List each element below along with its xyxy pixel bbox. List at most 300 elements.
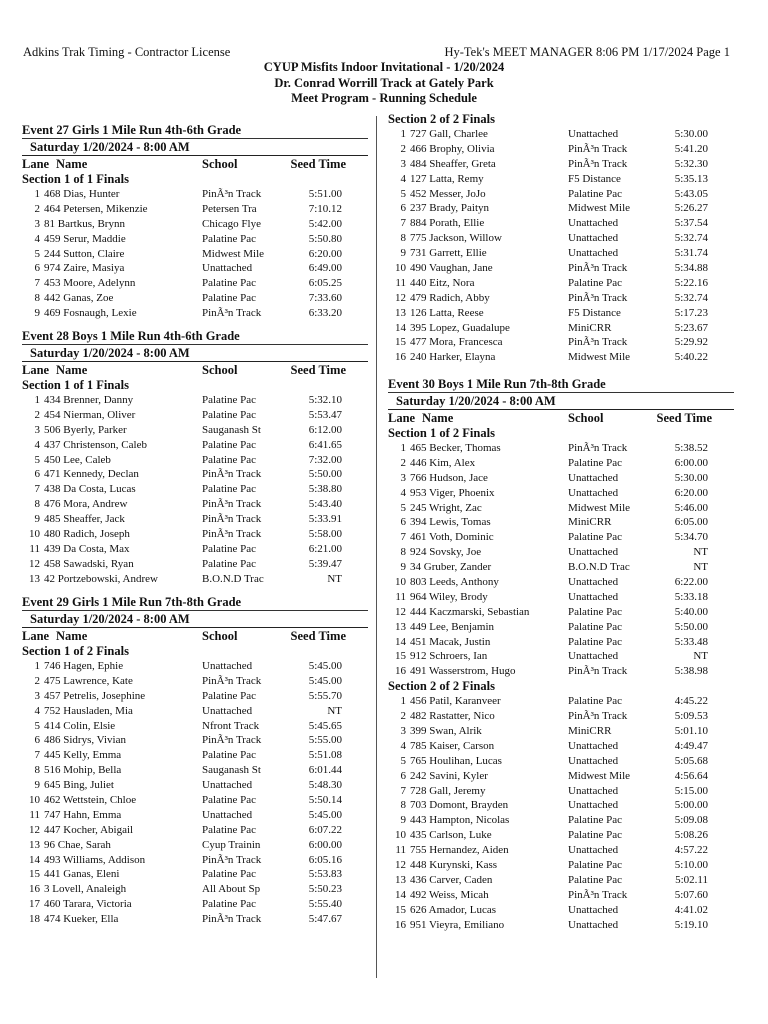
school-name: Palatine Pac: [202, 277, 257, 290]
section-heading: Section 1 of 1 Finals: [22, 378, 129, 392]
lane-number: 5: [400, 754, 406, 767]
seed-time: 5:43.40: [308, 498, 342, 511]
name-header: Name: [56, 157, 88, 171]
school-name: PinÃ³n Track: [202, 853, 262, 866]
seed-time: 5:50.80: [308, 232, 342, 245]
seed-time: 5:05.68: [674, 754, 708, 767]
school-name: Palatine Pac: [202, 232, 257, 245]
lane-number: 8: [400, 799, 406, 812]
entry-row: [22, 217, 368, 232]
school-name: Palatine Pac: [568, 605, 623, 618]
seed-time: 5:38.98: [674, 665, 708, 678]
athlete-name: 240 Harker, Elayna: [410, 351, 496, 364]
entry-row: [22, 912, 368, 927]
seed-time: 5:15.00: [674, 784, 708, 797]
lane-number: 18: [29, 913, 40, 926]
entry-row: [388, 888, 734, 903]
lane-number: 6: [34, 734, 40, 747]
entry-row: [388, 813, 734, 828]
lane-number: 13: [395, 306, 406, 319]
school-name: Nfront Track: [202, 719, 260, 732]
school-header: School: [202, 629, 238, 643]
school-name: PinÃ³n Track: [202, 498, 262, 511]
school-name: MiniCRR: [568, 725, 612, 738]
athlete-name: 475 Lawrence, Kate: [44, 674, 133, 687]
school-name: Palatine Pac: [568, 531, 623, 544]
athlete-name: 474 Kueker, Ella: [44, 913, 119, 926]
seed-time: 5:41.20: [674, 142, 708, 155]
athlete-name: 442 Ganas, Zoe: [44, 292, 114, 305]
seed-time-header: Seed Time: [290, 157, 346, 171]
entry-row: [388, 127, 734, 142]
athlete-name: 953 Viger, Phoenix: [410, 486, 495, 499]
school-name: Palatine Pac: [568, 859, 623, 872]
athlete-name: 462 Wettstein, Chloe: [44, 794, 137, 807]
lane-number: 10: [29, 794, 40, 807]
seed-time: 5:19.10: [674, 918, 708, 931]
entry-row: [388, 530, 734, 545]
athlete-name: 482 Rastatter, Nico: [410, 710, 495, 723]
entry-row: [388, 605, 734, 620]
school-name: PinÃ³n Track: [202, 913, 262, 926]
athlete-name: 460 Tarara, Victoria: [44, 898, 132, 911]
athlete-name: 440 Eitz, Nora: [410, 276, 475, 289]
athlete-name: 785 Kaiser, Carson: [410, 739, 495, 752]
school-name: Palatine Pac: [568, 829, 623, 842]
entry-row: [388, 306, 734, 321]
lane-number: 7: [400, 217, 406, 230]
lane-number: 11: [395, 844, 406, 857]
athlete-name: 477 Mora, Francesca: [410, 336, 503, 349]
school-name: PinÃ³n Track: [568, 157, 628, 170]
athlete-name: 436 Carver, Caden: [410, 873, 493, 886]
seed-time: 5:53.83: [308, 868, 342, 881]
lane-number: 3: [34, 217, 40, 230]
seed-time: 5:34.88: [674, 262, 708, 275]
entry-row: [22, 438, 368, 453]
entry-row: [388, 172, 734, 187]
seed-time: 4:57.22: [674, 844, 708, 857]
entry-row: [388, 471, 734, 486]
school-name: PinÃ³n Track: [202, 734, 262, 747]
athlete-name: 924 Sovsky, Joe: [410, 546, 482, 559]
lane-number: 16: [395, 665, 406, 678]
name-header: Name: [56, 629, 88, 643]
school-name: Palatine Pac: [202, 868, 257, 881]
entry-row: [388, 828, 734, 843]
school-name: Unattached: [568, 128, 619, 140]
school-header: School: [568, 411, 604, 425]
athlete-name: 42 Portzebowski, Andrew: [44, 572, 158, 585]
entry-row: [388, 649, 734, 664]
header-right: Hy-Tek's MEET MANAGER 8:06 PM 1/17/2024 Page 1: [444, 45, 730, 59]
school-name: Unattached: [568, 590, 619, 603]
entry-row: [388, 246, 734, 261]
school-name: PinÃ³n Track: [568, 665, 628, 678]
entry-row: [22, 512, 368, 527]
header-left: Adkins Trak Timing - Contractor License: [23, 45, 231, 59]
seed-time: 6:20.00: [674, 486, 708, 499]
seed-time: 4:45.22: [674, 695, 708, 708]
school-name: Palatine Pac: [202, 408, 257, 421]
seed-time: 6:49.00: [308, 262, 342, 275]
seed-time: 6:22.00: [674, 576, 708, 589]
school-name: Unattached: [202, 262, 253, 275]
athlete-name: 395 Lopez, Guadalupe: [410, 321, 510, 334]
school-name: PinÃ³n Track: [568, 142, 628, 155]
seed-time: 5:45.00: [308, 808, 342, 821]
entry-row: [388, 456, 734, 471]
athlete-name: 448 Kurynski, Kass: [410, 859, 498, 872]
lane-number: 11: [395, 590, 406, 603]
seed-time: 5:58.00: [308, 528, 342, 541]
lane-header: Lane: [22, 363, 50, 377]
seed-time: 5:50.14: [308, 794, 342, 807]
lane-number: 10: [395, 576, 406, 589]
entry-row: [388, 590, 734, 605]
lane-number: 2: [400, 710, 406, 723]
seed-time: 5:51.00: [308, 188, 342, 200]
entry-row: [22, 306, 368, 321]
school-name: F5 Distance: [568, 306, 621, 319]
lane-number: 5: [34, 453, 40, 466]
school-name: Unattached: [568, 799, 619, 812]
school-name: PinÃ³n Track: [202, 528, 262, 541]
school-name: Unattached: [568, 247, 619, 260]
entry-row: [22, 763, 368, 778]
athlete-name: 912 Schroers, Ian: [410, 650, 488, 663]
lane-number: 9: [400, 561, 406, 574]
entry-row: [388, 709, 734, 724]
athlete-name: 245 Wright, Zac: [410, 501, 482, 514]
lane-number: 12: [29, 823, 40, 836]
seed-time: 5:48.30: [308, 779, 342, 792]
entry-row: [22, 527, 368, 542]
lane-number: 9: [34, 513, 40, 526]
athlete-name: 237 Brady, Paityn: [410, 202, 490, 215]
entry-row: [388, 635, 734, 650]
entry-row: [22, 393, 368, 408]
seed-time: 5:35.13: [674, 172, 708, 185]
lane-number: 6: [400, 516, 406, 529]
seed-time: 5:43.05: [674, 187, 708, 200]
lane-number: 7: [400, 784, 406, 797]
school-name: Palatine Pac: [202, 794, 257, 807]
athlete-name: 459 Serur, Maddie: [44, 232, 126, 245]
entry-row: [388, 798, 734, 813]
lane-number: 10: [29, 528, 40, 541]
lane-number: 8: [34, 292, 40, 305]
lane-number: 5: [400, 501, 406, 514]
athlete-name: 480 Radich, Joseph: [44, 528, 130, 541]
seed-time: 4:49.47: [674, 739, 708, 752]
athlete-name: 446 Kim, Alex: [410, 456, 476, 469]
athlete-name: 468 Dias, Hunter: [44, 188, 120, 200]
school-name: Unattached: [568, 784, 619, 797]
lane-number: 14: [395, 888, 406, 901]
seed-time: 5:09.53: [674, 710, 708, 723]
seed-time: 5:55.70: [308, 689, 342, 702]
school-name: PinÃ³n Track: [568, 888, 628, 901]
lane-number: 5: [34, 247, 40, 260]
school-name: Palatine Pac: [202, 453, 257, 466]
athlete-name: 439 Da Costa, Max: [44, 542, 130, 555]
lane-number: 13: [29, 838, 40, 851]
school-name: Unattached: [568, 576, 619, 589]
seed-time: NT: [693, 561, 708, 574]
school-name: Sauganash St: [202, 764, 261, 777]
athlete-name: 492 Weiss, Micah: [410, 888, 489, 901]
entry-row: [388, 739, 734, 754]
entry-row: [22, 557, 368, 572]
athlete-name: 444 Kaczmarski, Sebastian: [410, 605, 530, 618]
seed-time: 6:20.00: [308, 247, 342, 260]
event-title: Event 30 Boys 1 Mile Run 7th-8th Grade: [388, 377, 606, 391]
entry-row: [388, 873, 734, 888]
seed-time: 5:39.47: [308, 557, 342, 570]
entry-row: [22, 497, 368, 512]
lane-number: 6: [34, 468, 40, 481]
lane-number: 1: [34, 660, 40, 672]
seed-time: 5:32.74: [674, 291, 708, 304]
athlete-name: 752 Hausladen, Mia: [44, 704, 133, 717]
entry-row: [388, 350, 734, 365]
event-date: Saturday 1/20/2024 - 8:00 AM: [22, 138, 368, 156]
athlete-name: 450 Lee, Caleb: [44, 453, 111, 466]
seed-time: 5:38.80: [308, 483, 342, 496]
seed-time: 5:33.91: [308, 513, 342, 526]
lane-number: 8: [400, 232, 406, 245]
lane-number: 4: [34, 438, 40, 451]
seed-time: 7:10.12: [308, 202, 342, 215]
seed-time: 5:45.65: [308, 719, 342, 732]
entry-row: [388, 187, 734, 202]
athlete-name: 703 Domont, Brayden: [410, 799, 509, 812]
table-header: [22, 628, 368, 644]
seed-time: 5:33.18: [674, 590, 708, 603]
lane-number: 1: [34, 188, 40, 200]
event-date: Saturday 1/20/2024 - 8:00 AM: [22, 610, 368, 628]
lane-number: 15: [395, 903, 406, 916]
school-name: Palatine Pac: [568, 635, 623, 648]
seed-time: 5:47.67: [308, 913, 342, 926]
school-name: Sauganash St: [202, 423, 261, 436]
lane-header: Lane: [388, 411, 416, 425]
seed-time: 5:00.00: [674, 799, 708, 812]
school-name: PinÃ³n Track: [202, 674, 262, 687]
school-name: Unattached: [568, 650, 619, 663]
seed-time: 6:01.44: [308, 764, 342, 777]
athlete-name: 447 Kocher, Abigail: [44, 823, 134, 836]
lane-number: 9: [34, 307, 40, 320]
entry-row: [22, 778, 368, 793]
lane-number: 14: [29, 853, 40, 866]
seed-time: NT: [327, 704, 342, 717]
lane-number: 4: [34, 232, 40, 245]
seed-time: NT: [693, 546, 708, 559]
event-title: Event 29 Girls 1 Mile Run 7th-8th Grade: [22, 595, 242, 609]
athlete-name: 126 Latta, Reese: [410, 306, 484, 319]
seed-time: NT: [327, 572, 342, 585]
entry-row: [388, 694, 734, 709]
lane-number: 8: [34, 498, 40, 511]
entry-row: [22, 689, 368, 704]
seed-time: 5:42.00: [308, 217, 342, 230]
seed-time: 5:02.11: [675, 873, 708, 886]
seed-time: 5:45.00: [308, 674, 342, 687]
column-divider: [376, 116, 377, 978]
athlete-name: 443 Hampton, Nicolas: [410, 814, 510, 827]
entry-row: [22, 719, 368, 734]
athlete-name: 435 Carlson, Luke: [410, 829, 492, 842]
school-name: Chicago Flye: [202, 217, 261, 230]
entry-row: [22, 291, 368, 306]
seed-time: 5:50.00: [674, 620, 708, 633]
entry-row: [22, 838, 368, 853]
school-name: Midwest Mile: [202, 247, 265, 260]
school-name: Unattached: [568, 903, 619, 916]
lane-number: 12: [395, 291, 406, 304]
seed-time: 5:40.00: [674, 605, 708, 618]
entry-row: [388, 231, 734, 246]
entry-row: [388, 724, 734, 739]
lane-number: 2: [400, 142, 406, 155]
entry-row: [388, 201, 734, 216]
athlete-name: 728 Gall, Jeremy: [410, 784, 486, 797]
seed-time: 6:00.00: [308, 838, 342, 851]
athlete-name: 803 Leeds, Anthony: [410, 576, 499, 589]
entry-row: [22, 793, 368, 808]
seed-time: 5:46.00: [674, 501, 708, 514]
entry-row: [22, 542, 368, 557]
section-heading: Section 2 of 2 Finals: [388, 679, 495, 694]
lane-number: 4: [400, 486, 406, 499]
athlete-name: 476 Mora, Andrew: [44, 498, 128, 511]
seed-time: 5:38.52: [674, 442, 708, 454]
entry-row: [388, 441, 734, 456]
seed-time: 7:32.00: [308, 453, 342, 466]
athlete-name: 493 Williams, Addison: [44, 853, 146, 866]
lane-number: 12: [395, 605, 406, 618]
lane-number: 2: [34, 408, 40, 421]
school-name: Palatine Pac: [202, 292, 257, 305]
school-name: PinÃ³n Track: [202, 513, 262, 526]
athlete-name: 81 Bartkus, Brynn: [44, 217, 125, 230]
athlete-name: 242 Savini, Kyler: [410, 769, 488, 782]
school-name: Unattached: [568, 471, 619, 484]
seed-time: 6:05.25: [308, 277, 342, 290]
school-name: Midwest Mile: [568, 202, 631, 215]
school-name: Cyup Trainin: [202, 838, 261, 851]
school-name: Palatine Pac: [202, 394, 257, 406]
lane-number: 6: [400, 769, 406, 782]
seed-time: 6:41.65: [308, 438, 342, 451]
entry-row: [22, 704, 368, 719]
lane-number: 9: [34, 779, 40, 792]
entry-row: [388, 754, 734, 769]
seed-time: 5:30.00: [674, 128, 708, 140]
entry-row: [22, 853, 368, 868]
lane-number: 5: [400, 187, 406, 200]
athlete-name: 3 Lovell, Analeigh: [44, 883, 127, 896]
athlete-name: 951 Vieyra, Emiliano: [410, 918, 505, 931]
lane-number: 1: [400, 695, 406, 708]
lane-number: 16: [395, 918, 406, 931]
athlete-name: 434 Brenner, Danny: [44, 394, 134, 406]
name-header: Name: [56, 363, 88, 377]
school-header: School: [202, 363, 238, 377]
entry-row: [22, 882, 368, 897]
seed-time: 5:31.74: [674, 247, 708, 260]
school-name: Palatine Pac: [568, 276, 623, 289]
seed-time: 4:41.02: [674, 903, 708, 916]
seed-time: 5:26.27: [674, 202, 708, 215]
entry-row: [388, 142, 734, 157]
lane-number: 3: [34, 689, 40, 702]
school-name: Unattached: [568, 486, 619, 499]
entry-row: [22, 482, 368, 497]
lane-number: 1: [400, 442, 406, 454]
athlete-name: 127 Latta, Remy: [410, 172, 484, 185]
athlete-name: 466 Brophy, Olivia: [410, 142, 495, 155]
seed-time: 6:05.00: [674, 516, 708, 529]
seed-time: 6:33.20: [308, 307, 342, 320]
school-name: MiniCRR: [568, 516, 612, 529]
lane-number: 2: [34, 202, 40, 215]
section-heading: Section 2 of 2 Finals: [388, 112, 495, 126]
athlete-name: 765 Houlihan, Lucas: [410, 754, 502, 767]
lane-number: 2: [34, 674, 40, 687]
school-name: B.O.N.D Trac: [568, 561, 630, 574]
table-header: [22, 156, 368, 172]
school-name: Unattached: [202, 808, 253, 821]
lane-number: 4: [400, 172, 406, 185]
athlete-name: 747 Hahn, Emma: [44, 808, 122, 821]
entry-row: [388, 769, 734, 784]
entry-row: [388, 335, 734, 350]
lane-number: 11: [29, 542, 40, 555]
school-name: Unattached: [202, 779, 253, 792]
school-name: Palatine Pac: [202, 898, 257, 911]
school-name: Midwest Mile: [568, 351, 631, 364]
school-header: School: [202, 157, 238, 171]
school-name: F5 Distance: [568, 172, 621, 185]
entry-row: [388, 664, 734, 679]
school-name: Palatine Pac: [202, 823, 257, 836]
lane-number: 15: [395, 336, 406, 349]
school-name: Palatine Pac: [202, 542, 257, 555]
athlete-name: 34 Gruber, Zander: [410, 561, 492, 574]
athlete-name: 491 Wasserstrom, Hugo: [410, 665, 516, 678]
event-block: [22, 328, 368, 587]
lane-number: 13: [395, 873, 406, 886]
school-name: PinÃ³n Track: [568, 442, 628, 454]
entry-row: [22, 261, 368, 276]
lane-number: 3: [400, 157, 406, 170]
entry-row: [388, 157, 734, 172]
athlete-name: 506 Byerly, Parker: [44, 423, 127, 436]
athlete-name: 746 Hagen, Ephie: [44, 660, 124, 672]
entry-row: [22, 247, 368, 262]
school-name: Palatine Pac: [202, 438, 257, 451]
entry-row: [22, 423, 368, 438]
school-name: Palatine Pac: [568, 695, 623, 708]
event-block: [22, 122, 368, 321]
entry-row: [22, 453, 368, 468]
lane-number: 11: [29, 808, 40, 821]
seed-time: 5:01.10: [674, 725, 708, 738]
seed-time: 4:56.64: [674, 769, 708, 782]
